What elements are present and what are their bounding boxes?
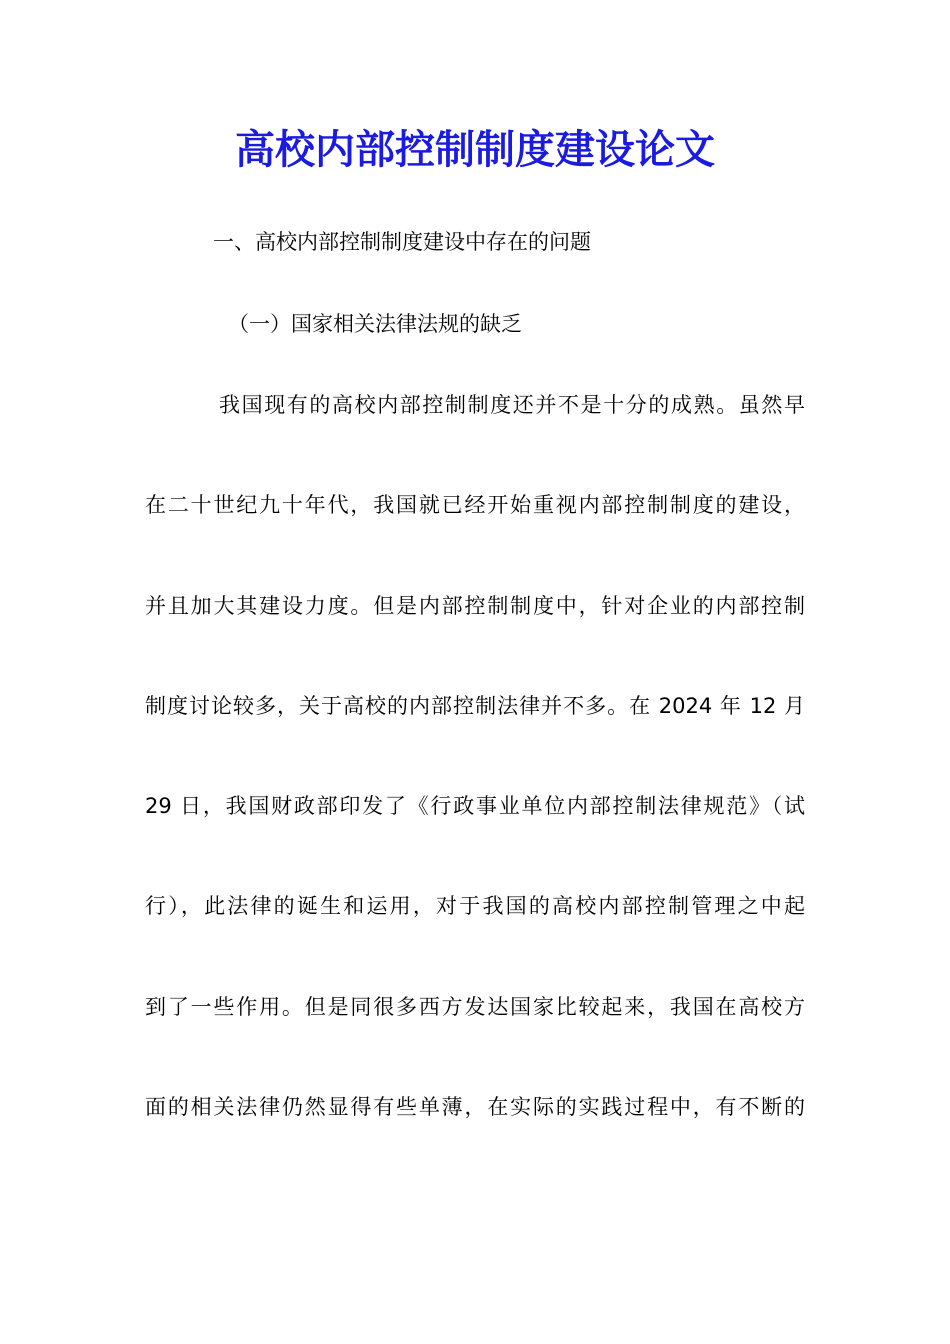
paragraph-line: 并且加大其建设力度。但是内部控制制度中，针对企业的内部控制 <box>145 593 805 618</box>
paragraph-line: 到了一些作用。但是同很多西方发达国家比较起来，我国在高校方 <box>145 994 805 1019</box>
body-paragraph <box>145 390 805 1192</box>
paragraph-line: 制度讨论较多，关于高校的内部控制法律并不多。在 2024 年 12 月 <box>145 693 805 718</box>
section-heading: 一、高校内部控制制度建设中存在的问题 <box>213 230 591 254</box>
paragraph-line: 面的相关法律仍然显得有些单薄，在实际的实践过程中，有不断的 <box>145 1095 805 1120</box>
document-title: 高校内部控制制度建设论文 <box>235 126 715 173</box>
subsection-heading: （一）国家相关法律法规的缺乏 <box>228 312 522 336</box>
paragraph-line: 我国现有的高校内部控制制度还并不是十分的成熟。虽然早 <box>219 393 805 417</box>
paragraph-line: 29 日，我国财政部印发了《行政事业单位内部控制法律规范》（试 <box>145 794 805 819</box>
paragraph-line: 在二十世纪九十年代，我国就已经开始重视内部控制制度的建设， <box>145 493 805 518</box>
paragraph-line: 行），此法律的诞生和运用，对于我国的高校内部控制管理之中起 <box>145 894 805 919</box>
